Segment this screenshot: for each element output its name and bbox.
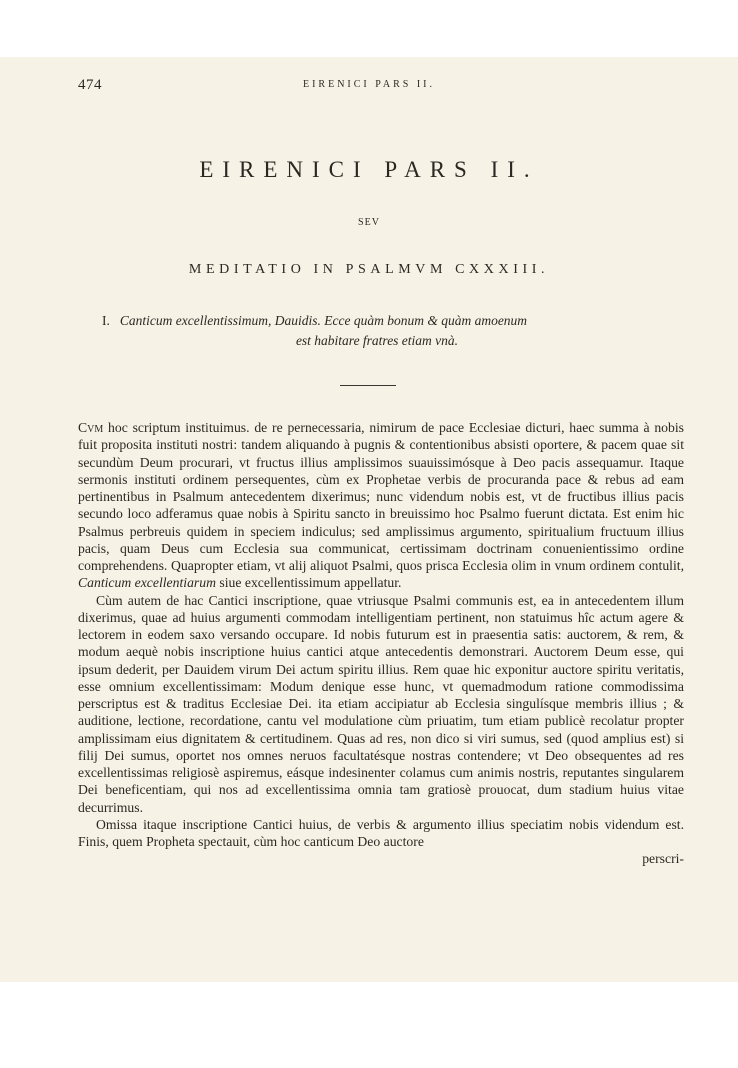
chapter-title: EIRENICI PARS II. <box>199 157 539 182</box>
running-head: EIRENICI PARS II. <box>302 79 436 90</box>
body-text <box>78 419 684 868</box>
paragraph-1-italic: Canticum excellentiarum <box>78 575 216 591</box>
verse-line-1 <box>102 311 682 331</box>
page-header <box>0 77 738 97</box>
paragraph-3: Omissa itaque inscriptione Cantici huius, de verbis & argumento illius speciatim nobis videndum est. Finis, quem Propheta spectauit, cùm hoc canticum Deo auctore <box>78 816 684 849</box>
paragraph-2: Cùm autem de hac Cantici inscriptione, quae vtriusque Psalmi communis est, ea in antecedentem illum dixerimus, quae ad huius argumenti commodam intelligentiam pertinent, non statuimus hîc actum agere & lectorem in eodem saxo versando occupare. Id nobis futurum est in praesentia satis: auctorem, & rem, & modum aequè nobis inscriptione huius cantici atque antecedentis demonstrari. Auctorem Deum esse, qui ipsum dederit, per Dauidem virum Dei actum spiritu illius. Rem quae hic exponitur auctore spiritu veritatis, esse omnium excellentissimam: Modum denique esse hunc, vt quemadmodum ratione commodissima perscriptus est & traditus Ecclesiae Dei. ita etiam accipiatur ab Ecclesia singulísque membris illius ; & auditione, lectione, recordatione, cantu vel modulatione cùm priuatim, tum etiam publicè recolatur propter amplissimam eius dignitatem & certitudinem. Quas ad res, non dico si viri sumus, sed (quod amplius est) si filij Dei sumus, oportet nos omnes neruos facultatésque nostras contendere; vt Deo obsequentes ad res excellentissimas religiosè aspiremus, eásque indesinenter colamus cum animis nostris, reputantes singularem Dei beneficentiam, qui nos ad excellentissima omnia tam gratiosè prouocat, dum stadium huius vitae decurrimus. <box>78 592 684 815</box>
book-page <box>0 57 738 982</box>
section-divider <box>340 385 396 386</box>
psalm-verse <box>102 311 682 351</box>
verse-text-1: Canticum excellentissimum, Dauidis. Ecce quàm bonum & quàm amoenum <box>119 313 528 328</box>
title-connector: SEV <box>358 217 380 228</box>
paragraph-1-text-a: hoc scriptum instituimus. de re pernecessaria, nimirum de pace Ecclesiae dicturi, haec summa à nobis fuit proposita instituti nostri: tandem aliquando à pugnis & contentionibus absisti oportere, & pacem quae sit secundùm Deum procurari, vt fructus illius amplissimos suauissimósque à Deo pacis assequamur. Itaque sermonis instituti ordinem persequentes, cùm ex Prophetae verbis de procuranda pace & rebus ad eam pertinentibus in Psalmum antecedentem dixerimus; nunc videndum nobis est, vt de fructibus illius pacis secundo loco adferamus quae nobis à Spiritu sancto in breuissimo hoc Psalmo fuerunt dictata. Est enim hic Psalmus perbreuis quidem in speciem indiculus; sed amplissimus argumento, spiritualium fructuum illius pacis, quam Deus cum Ecclesia sua communicat, certissimam doctrinam conuenientissimo ordine comprehendens. Quapropter etiam, vt alij aliquot Psalmi, quos prisca Ecclesia olim in vnum ordinem contulit, <box>78 420 684 573</box>
paragraph-1 <box>78 419 684 592</box>
paragraph-lead-word: Cvm <box>78 420 104 435</box>
catchword: perscri- <box>642 851 684 867</box>
page-number: 474 <box>78 77 102 93</box>
verse-line-2: est habitare fratres etiam vnà. <box>295 333 459 348</box>
chapter-subtitle: MEDITATIO IN PSALMVM CXXXIII. <box>188 262 550 277</box>
verse-number: I. <box>102 313 110 328</box>
paragraph-1-text-b: siue excellentissimum appellatur. <box>215 575 402 591</box>
